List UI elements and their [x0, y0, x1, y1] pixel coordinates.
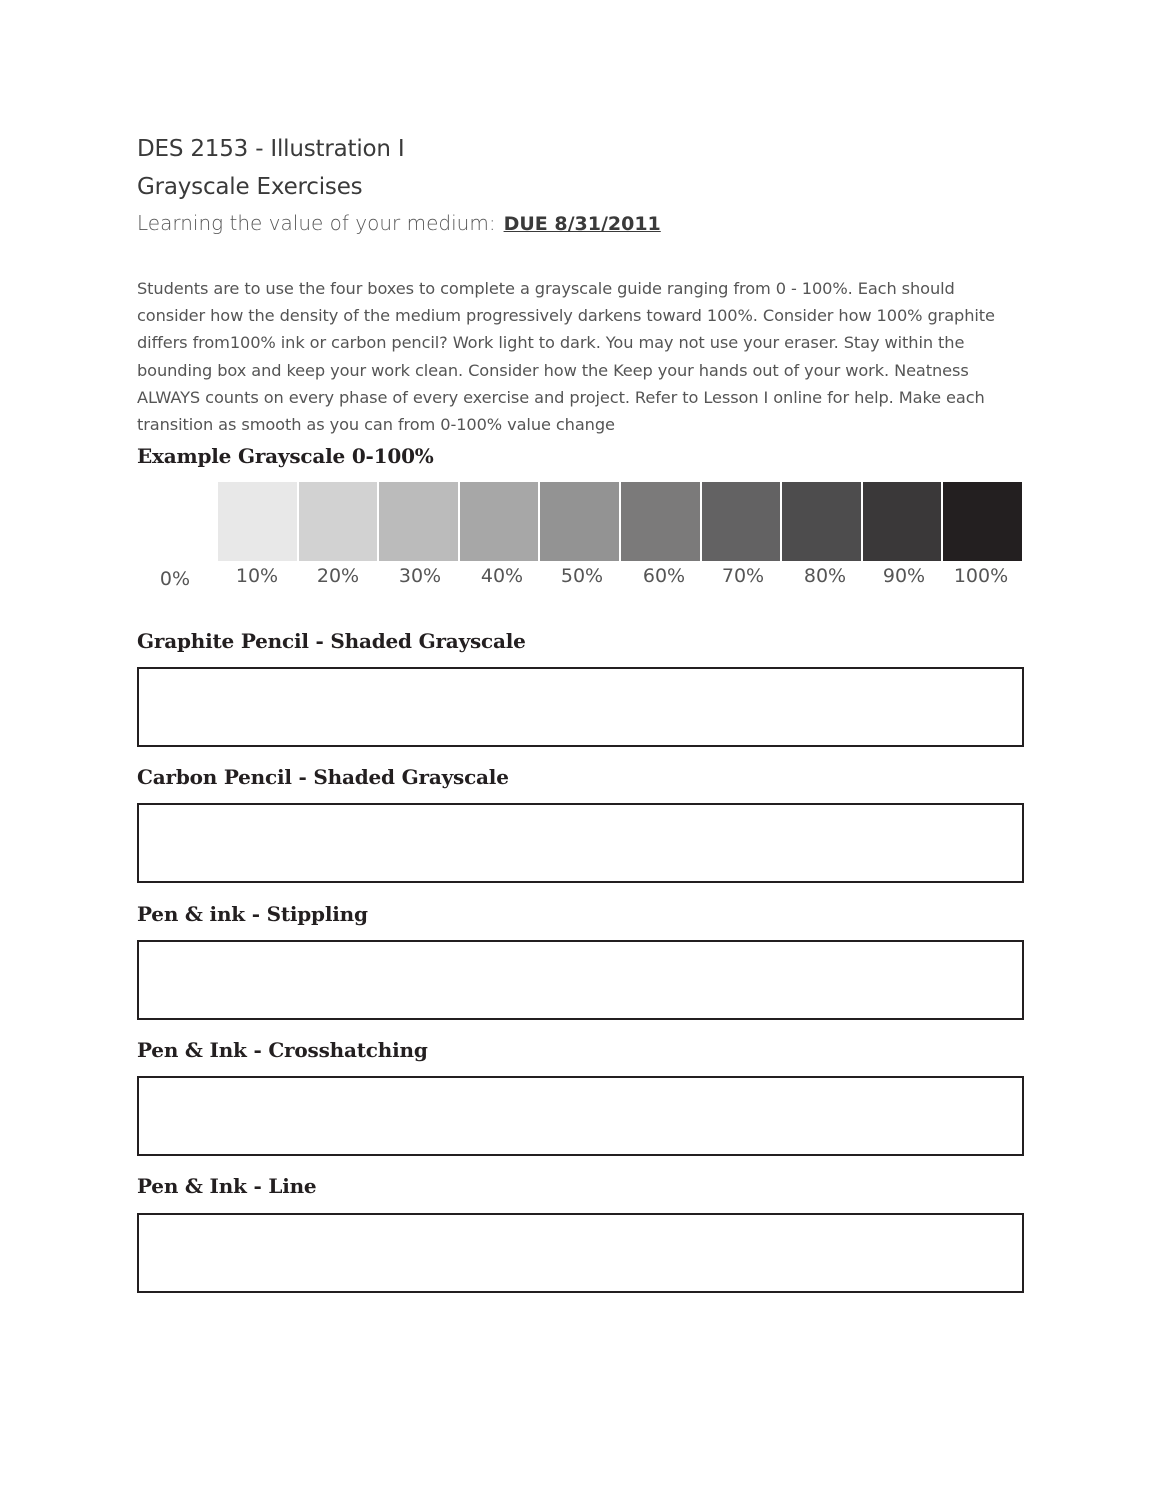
course-title: DES 2153 - Illustration I	[137, 136, 405, 162]
page-subtitle: Grayscale Exercises	[137, 174, 363, 200]
scale-label: 0%	[159, 568, 191, 590]
swatch-50	[540, 482, 621, 561]
crosshatching-answer-box[interactable]	[137, 1076, 1024, 1156]
example-scale-heading: Example Grayscale 0-100%	[137, 444, 434, 468]
scale-label: 40%	[480, 565, 524, 587]
scale-label: 20%	[316, 565, 360, 587]
carbon-answer-box[interactable]	[137, 803, 1024, 883]
swatch-10	[218, 482, 299, 561]
scale-label: 70%	[721, 565, 765, 587]
graphite-heading: Graphite Pencil - Shaded Grayscale	[137, 629, 526, 653]
swatch-70	[702, 482, 783, 561]
scale-label: 80%	[803, 565, 847, 587]
crosshatching-heading: Pen & Ink - Crosshatching	[137, 1038, 428, 1062]
stippling-answer-box[interactable]	[137, 940, 1024, 1020]
swatch-30	[379, 482, 460, 561]
scale-label: 30%	[398, 565, 442, 587]
swatch-80	[782, 482, 863, 561]
scale-label: 50%	[560, 565, 604, 587]
scale-label: 90%	[882, 565, 926, 587]
swatch-90	[863, 482, 944, 561]
scale-labels	[0, 565, 1159, 589]
due-line	[137, 211, 661, 235]
scale-label: 60%	[642, 565, 686, 587]
scale-label: 100%	[953, 565, 1009, 587]
example-grayscale-bar	[218, 482, 1022, 561]
swatch-100	[943, 482, 1022, 561]
carbon-heading: Carbon Pencil - Shaded Grayscale	[137, 765, 509, 789]
swatch-60	[621, 482, 702, 561]
graphite-answer-box[interactable]	[137, 667, 1024, 747]
line-heading: Pen & Ink - Line	[137, 1174, 317, 1198]
due-date: DUE 8/31/2011	[503, 213, 661, 235]
scale-label: 10%	[235, 565, 279, 587]
swatch-40	[460, 482, 541, 561]
swatch-20	[299, 482, 380, 561]
due-prefix: Learning the value of your medium:	[137, 211, 496, 235]
stippling-heading: Pen & ink - Stippling	[137, 902, 368, 926]
line-answer-box[interactable]	[137, 1213, 1024, 1293]
intro-paragraph: Students are to use the four boxes to complete a grayscale guide ranging from 0 - 100%. Each should consider how the density of the medium progressively darkens toward 100%. Consider how 100% graphite differs from100% ink or carbon pencil? Work light to dark. You may not use your eraser. Stay within the bounding box and keep your work clean. Consider how the Keep your hands out of your work. Neatness ALWAYS counts on every phase of every exercise and project. Refer to Lesson I online for help. Make each transition as smooth as you can from 0-100% value change	[137, 279, 995, 435]
